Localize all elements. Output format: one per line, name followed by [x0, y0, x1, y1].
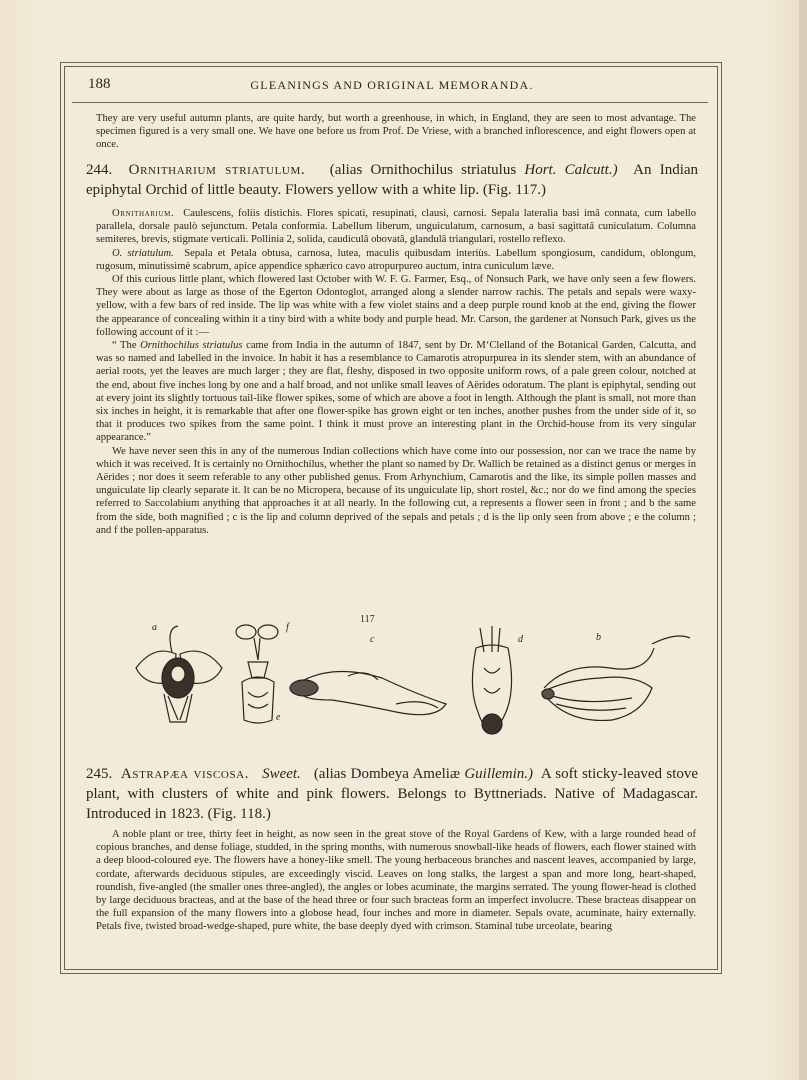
lip-and-column-drawing — [290, 671, 446, 714]
carson-quote — [96, 339, 696, 445]
header-rule — [72, 102, 708, 103]
quote-text: came from India in the autumn of 1847, sent by Dr. M‘Clelland of the Botanical Garden, Calcutta, and was so named and labelled in the invoice. In habit it has a resemblance to Camarotis atropurpurea in its slender stem, with an abundance of aerial roots, yet the leaves are much larger ; they are flat, fleshy, disposed in two opposite uniform rows, of a pale green colour, notched at the end, about five inches long by one and a half broad, and not unlike small leaves of Aërides odoratum. The plant is epiphytal, sending out at every joint its slightly tortuous tail-like flower spikes, some of which are above a foot in length. Although the plant is small, not more than six inches in height, it is remarkable that after one flower-spike has grown eight or ten inches, another pushes from the under side of it, so that it produces two spikes from the same point. I think it must prove an interesting plant in the Orchid-house from its very singular appearance.” — [96, 340, 696, 444]
entry-245-alias-name: Dombeya Ameliæ — [350, 766, 460, 782]
figure-number: 117 — [360, 614, 375, 625]
figure-label-d: d — [518, 634, 523, 645]
latin-genus-label: Ornitharium. — [112, 208, 175, 219]
quote-open: “ The — [112, 340, 137, 352]
latin-species-label: O. striatulum. — [112, 247, 174, 259]
entry-244-heading — [86, 160, 698, 200]
figure-117 — [96, 608, 708, 760]
figure-label-b: b — [596, 632, 601, 643]
entry-245-alias-word: (alias — [313, 766, 347, 782]
figure-label-c: c — [370, 634, 375, 645]
quote-plant-name: Ornithochilus striatulus — [140, 340, 243, 352]
entry-245-paragraph-1: A noble plant or tree, thirty feet in height, as now seen in the great stove of the Royal Gardens of Kew, with a large rounded head of copious branches, and dense foliage, studded, in the spring months, with numerous snowball-like heads of flowers, each flower stained with a deep blood-coloured eye. The flowers have a honey-like smell. The young herbaceous branches and nascent leaves, accompanied by large, cordate, afterwards deciduous stipules, are exceedingly viscid. Leaves on long stalks, the largest a span and more long, heart-shaped, roundish, five-angled (the smaller ones three-angled), the angles or lobes acuminate, the margins serrated. The young flower-head is clothed by large deciduous bracteas, and at the base of the head three or four such bracteas form an imperfect involucre. These bracteas disappear on the full expansion of the many flowers into a globose head, four inches and more in diameter. Sepals ovate, acuminate, hairy externally. Petals five, twisted broad-wedge-shaped, pure white, the base deeply dyed with crimson. Staminal tube urceolate, bearing — [96, 829, 696, 933]
figure-label-f: f — [286, 622, 289, 633]
pollen-and-column-drawing — [236, 625, 281, 723]
entry-244-alias-word: (alias — [329, 162, 363, 178]
flower-side-drawing — [542, 636, 690, 720]
latin-species-text: Sepala et Petala obtusa, carnosa, lutea, maculis quibusdam interiùs. Labellum spongiosum, candidum, oblongum, rugosum, minutissimè scabrum, apice appendice sphærico cavo atropurpureo auctum, intra cuniculum læve. — [96, 247, 697, 272]
entry-245-heading — [86, 764, 698, 824]
intro-paragraph — [96, 112, 696, 152]
entry-244-paragraph-1: Of this curious little plant, which flowered last October with W. F. G. Farmer, Esq., of Nonsuch Park, we have only seen a few flowers. They were about as large as those of the Egerton Odontoglot, arranged along a slender narrow rachis. The petals and sepals were waxy-yellow, with a few bars of red inside. The lip was white with a few violet stains and a deep purple round knob at the end, giving the flower the appearance of concealing within it a tiny bird with a white body and purple head. Mr. Carson, the gardener at Nonsuch Park, gives us the following account of it :— — [96, 274, 696, 338]
entry-244-body — [96, 207, 696, 537]
figure-label-a: a — [152, 622, 157, 633]
entry-244-alias-author: Hort. Calcutt.) — [524, 162, 618, 178]
latin-genus-paragraph — [96, 207, 696, 247]
entry-244-paragraph-3: We have never seen this in any of the numerous Indian collections which have come into our possession, nor can we trace the name by which it was received. It is certainly no Ornithochilus, whether the plant so named by Dr. Wallich be retained as a distinct genus or merges in Aërides ; nor does it seem referable to any other published genus. From Arhynchium, Camarotis and the like, its simple pollen masses and unguiculate lip clearly separate it. It can be no Micropera, because of its unguiculate lip, short rostel, &c.; nor do we find among the species referred to Saccolabium anything that approaches it at all nearly. In the following cut, a represents a flower seen in front ; and b the same from the side, both magnified ; c is the lip and column deprived of the sepals and petals ; d is the lip only seen from above ; e the column ; and f the pollen-apparatus. — [96, 445, 696, 536]
running-title: GLEANINGS AND ORIGINAL MEMORANDA. — [250, 78, 534, 92]
entry-245-alias-author: Guillemin.) — [464, 766, 534, 782]
orchid-engravings — [96, 608, 708, 760]
entry-244-description: An Indian epiphytal Orchid of little beauty. Flowers yellow with a white lip. (Fig. 117.) — [86, 162, 699, 198]
intro-text: They are very useful autumn plants, are quite hardy, but worth a greenhouse, in which, in England, they are seen to most advantage. The specimen figured is a very small one. We have one before us from Prof. De Vriese, with a branched inflorescence, and eight flowers open at once. — [96, 113, 696, 151]
page-edge — [799, 0, 807, 1080]
entry-245-description: A soft sticky-leaved stove plant, with clusters of white and pink flowers. Belongs to Byttneriads. Native of Madagascar. Introduced in 1823. (Fig. 118.) — [86, 766, 699, 822]
page-header — [86, 76, 698, 100]
entry-244-number: 244. — [86, 162, 113, 178]
page-number: 188 — [88, 76, 111, 92]
latin-species-paragraph — [96, 247, 696, 273]
entry-244-name: Ornitharium striatulum. — [128, 162, 306, 178]
entry-245-body — [96, 828, 696, 934]
lip-from-above-drawing — [472, 626, 511, 734]
entry-245-name: Astrapæa viscosa. — [120, 766, 250, 782]
entry-245-number: 245. — [86, 766, 113, 782]
figure-label-e: e — [276, 712, 281, 723]
entry-244-alias-name: Ornithochilus striatulus — [370, 162, 517, 178]
flower-front-drawing — [136, 626, 222, 722]
latin-genus-text: Caulescens, foliis distichis. Flores spicati, resupinati, clausi, carnosi. Sepala lateralia basi imâ connata, cum labello parallela, dorsale paulò sejunctum. Petala conformia. Labellum liberum, unguiculatum, carnosum, a basi sagittatâ cuniculatum. Columna semiteres, brevis, stigmate verticali. Pollinia 2, solida, caudiculâ obovatâ, glandulâ triangulari, rostello reflexo. — [96, 208, 696, 246]
entry-245-author: Sweet. — [262, 766, 301, 782]
